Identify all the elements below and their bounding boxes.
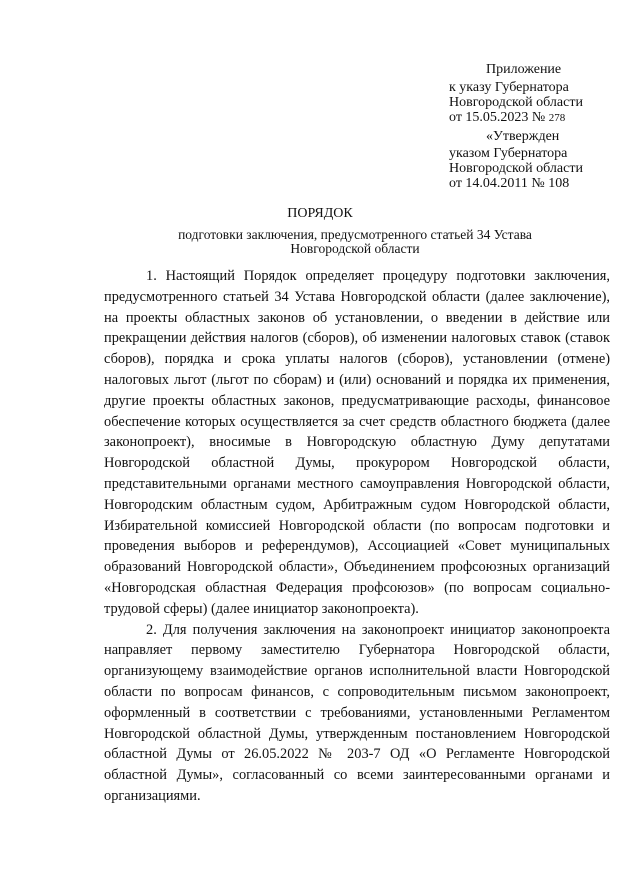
appendix-region: Новгородской области xyxy=(449,95,583,110)
document-subtitle xyxy=(150,228,560,256)
appendix-block xyxy=(449,62,583,191)
paragraph-1: 1. Настоящий Порядок определяет процедуру подготовки заключения, предусмотренного статьей 34 Устава Новгородской области (далее заключение), на проекты областных законов об установлении, о введении в действие или прекращении действия налогов (сборов), об изменении налоговых ставок (ставок сборов), порядка и срока уплаты налогов (сборов), установлении (отмене) налоговых льгот (льгот по сборам) и (или) оснований и порядка их применения, другие проекты областных законов, предусматривающие расходы, финансовое обеспечение которых осуществляется за счет средств областного бюджета (далее законопроект), вносимые в Новгородскую областную Думу депутатами Новгородской областной Думы, прокурором Новгородской области, представительными органами местного самоуправления Новгородской области, Новгородским областным судом, Арбитражным судом Новгородской области, Избирательной комиссией Новгородской области (по вопросам подготовки и проведения выборов и референдумов), Ассоциацией «Совет муниципальных образований Новгородской области», Объединением профсоюзных организаций «Новгородская областная Федерация профсоюзов» (по вопросам социально-трудовой сферы) (далее инициатор законопроекта). xyxy=(104,268,610,617)
document-body xyxy=(104,266,610,807)
approved-region: Новгородской области xyxy=(449,161,583,176)
appendix-heading: Приложение xyxy=(486,62,562,77)
document-title: ПОРЯДОК xyxy=(287,206,353,221)
appendix-date-text: от 15.05.2023 № xyxy=(449,110,546,125)
paragraph-2: 2. Для получения заключения на законопроект инициатор законопроекта направляет первому заместителю Губернатора Новгородской области, организующему взаимодействие органов исполнительной власти Новгородской области по вопросам финансов, с сопроводительным письмом законопроект, оформленный в соответствии с требованиями, установленными Регламентом Новгородской областной Думы, утвержденным постановлением Новгородской областной Думы от 26.05.2022 № 203-7 ОД «О Регламенте Новгородской областной Думы», согласованный со всеми заинтересованными органами и организациями. xyxy=(104,621,610,804)
approved-heading: «Утвержден xyxy=(486,129,560,144)
appendix-decree-ref: к указу Губернатора xyxy=(449,80,569,95)
appendix-date-number: 278 xyxy=(548,112,566,124)
approved-decree-ref: указом Губернатора xyxy=(449,146,568,161)
subtitle-line-1: подготовки заключения, предусмотренного статьей 34 Устава xyxy=(178,227,532,242)
subtitle-line-2: Новгородской области xyxy=(290,241,420,256)
approved-date: от 14.04.2011 № 108 xyxy=(449,176,570,191)
appendix-date xyxy=(449,110,583,126)
